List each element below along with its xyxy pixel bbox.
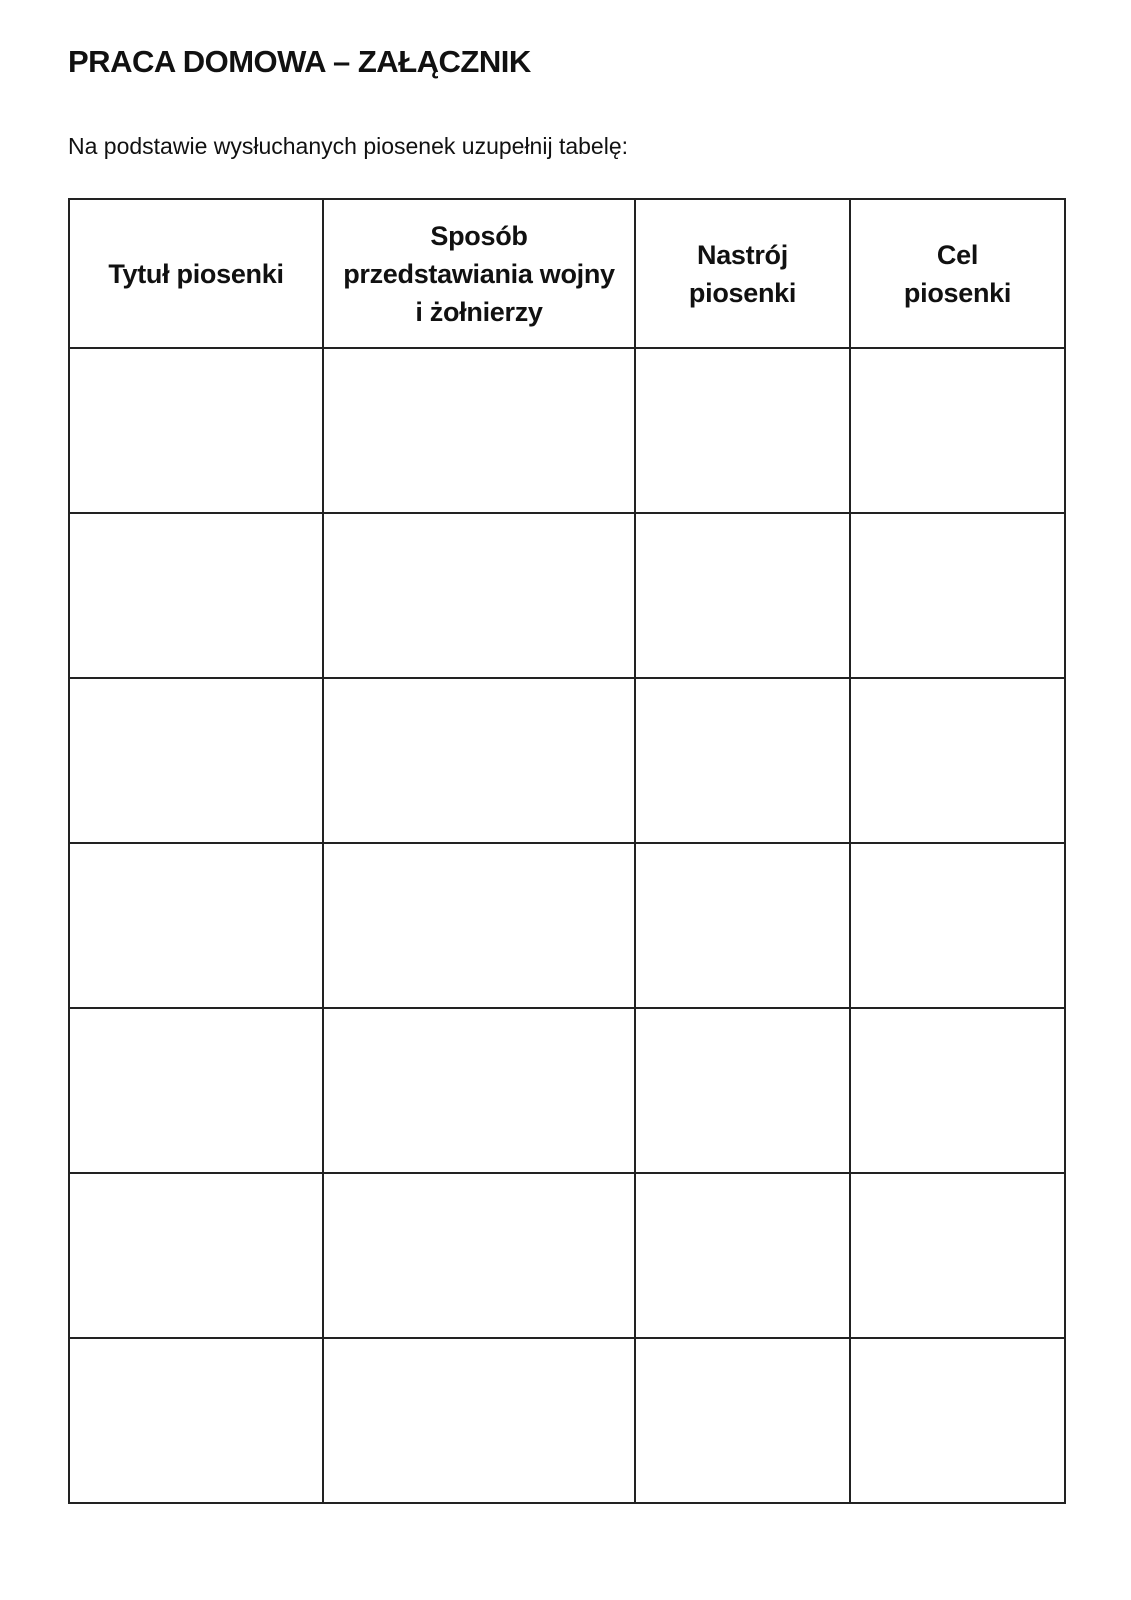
table-body [69,348,1065,1503]
cell-war-depiction [323,1173,635,1338]
header-label: Tytuł piosenki [108,258,284,289]
cell-song-title [69,843,323,1008]
cell-song-purpose [850,1008,1065,1173]
cell-war-depiction [323,513,635,678]
header-label: Cel piosenki [903,239,1012,308]
cell-war-depiction [323,843,635,1008]
cell-song-purpose [850,348,1065,513]
cell-war-depiction [323,348,635,513]
header-label: Nastrój piosenki [688,239,797,308]
cell-song-mood [635,513,850,678]
table-row [69,1338,1065,1503]
cell-song-purpose [850,678,1065,843]
column-header-song-purpose [850,199,1065,348]
cell-song-title [69,1173,323,1338]
column-header-song-title [69,199,323,348]
cell-song-mood [635,1008,850,1173]
cell-song-purpose [850,843,1065,1008]
instruction-text: Na podstawie wysłuchanych piosenek uzupełnij tabelę: [68,133,629,159]
page-title: PRACA DOMOWA – ZAŁĄCZNIK [68,44,531,79]
cell-song-title [69,513,323,678]
table-row [69,843,1065,1008]
cell-song-title [69,1008,323,1173]
cell-song-mood [635,1173,850,1338]
table-row [69,1008,1065,1173]
cell-war-depiction [323,1008,635,1173]
table-header-row [69,199,1065,348]
table-row [69,678,1065,843]
column-header-song-mood [635,199,850,348]
header-label: Sposób przedstawiania wojny i żołnierzy [343,220,615,327]
cell-song-title [69,1338,323,1503]
cell-war-depiction [323,1338,635,1503]
cell-war-depiction [323,678,635,843]
cell-song-purpose [850,513,1065,678]
table-row [69,348,1065,513]
cell-song-mood [635,1338,850,1503]
cell-song-mood [635,348,850,513]
cell-song-title [69,348,323,513]
song-analysis-table [68,198,1066,1504]
table-row [69,513,1065,678]
cell-song-title [69,678,323,843]
cell-song-mood [635,843,850,1008]
column-header-war-depiction [323,199,635,348]
cell-song-mood [635,678,850,843]
table-row [69,1173,1065,1338]
cell-song-purpose [850,1338,1065,1503]
cell-song-purpose [850,1173,1065,1338]
